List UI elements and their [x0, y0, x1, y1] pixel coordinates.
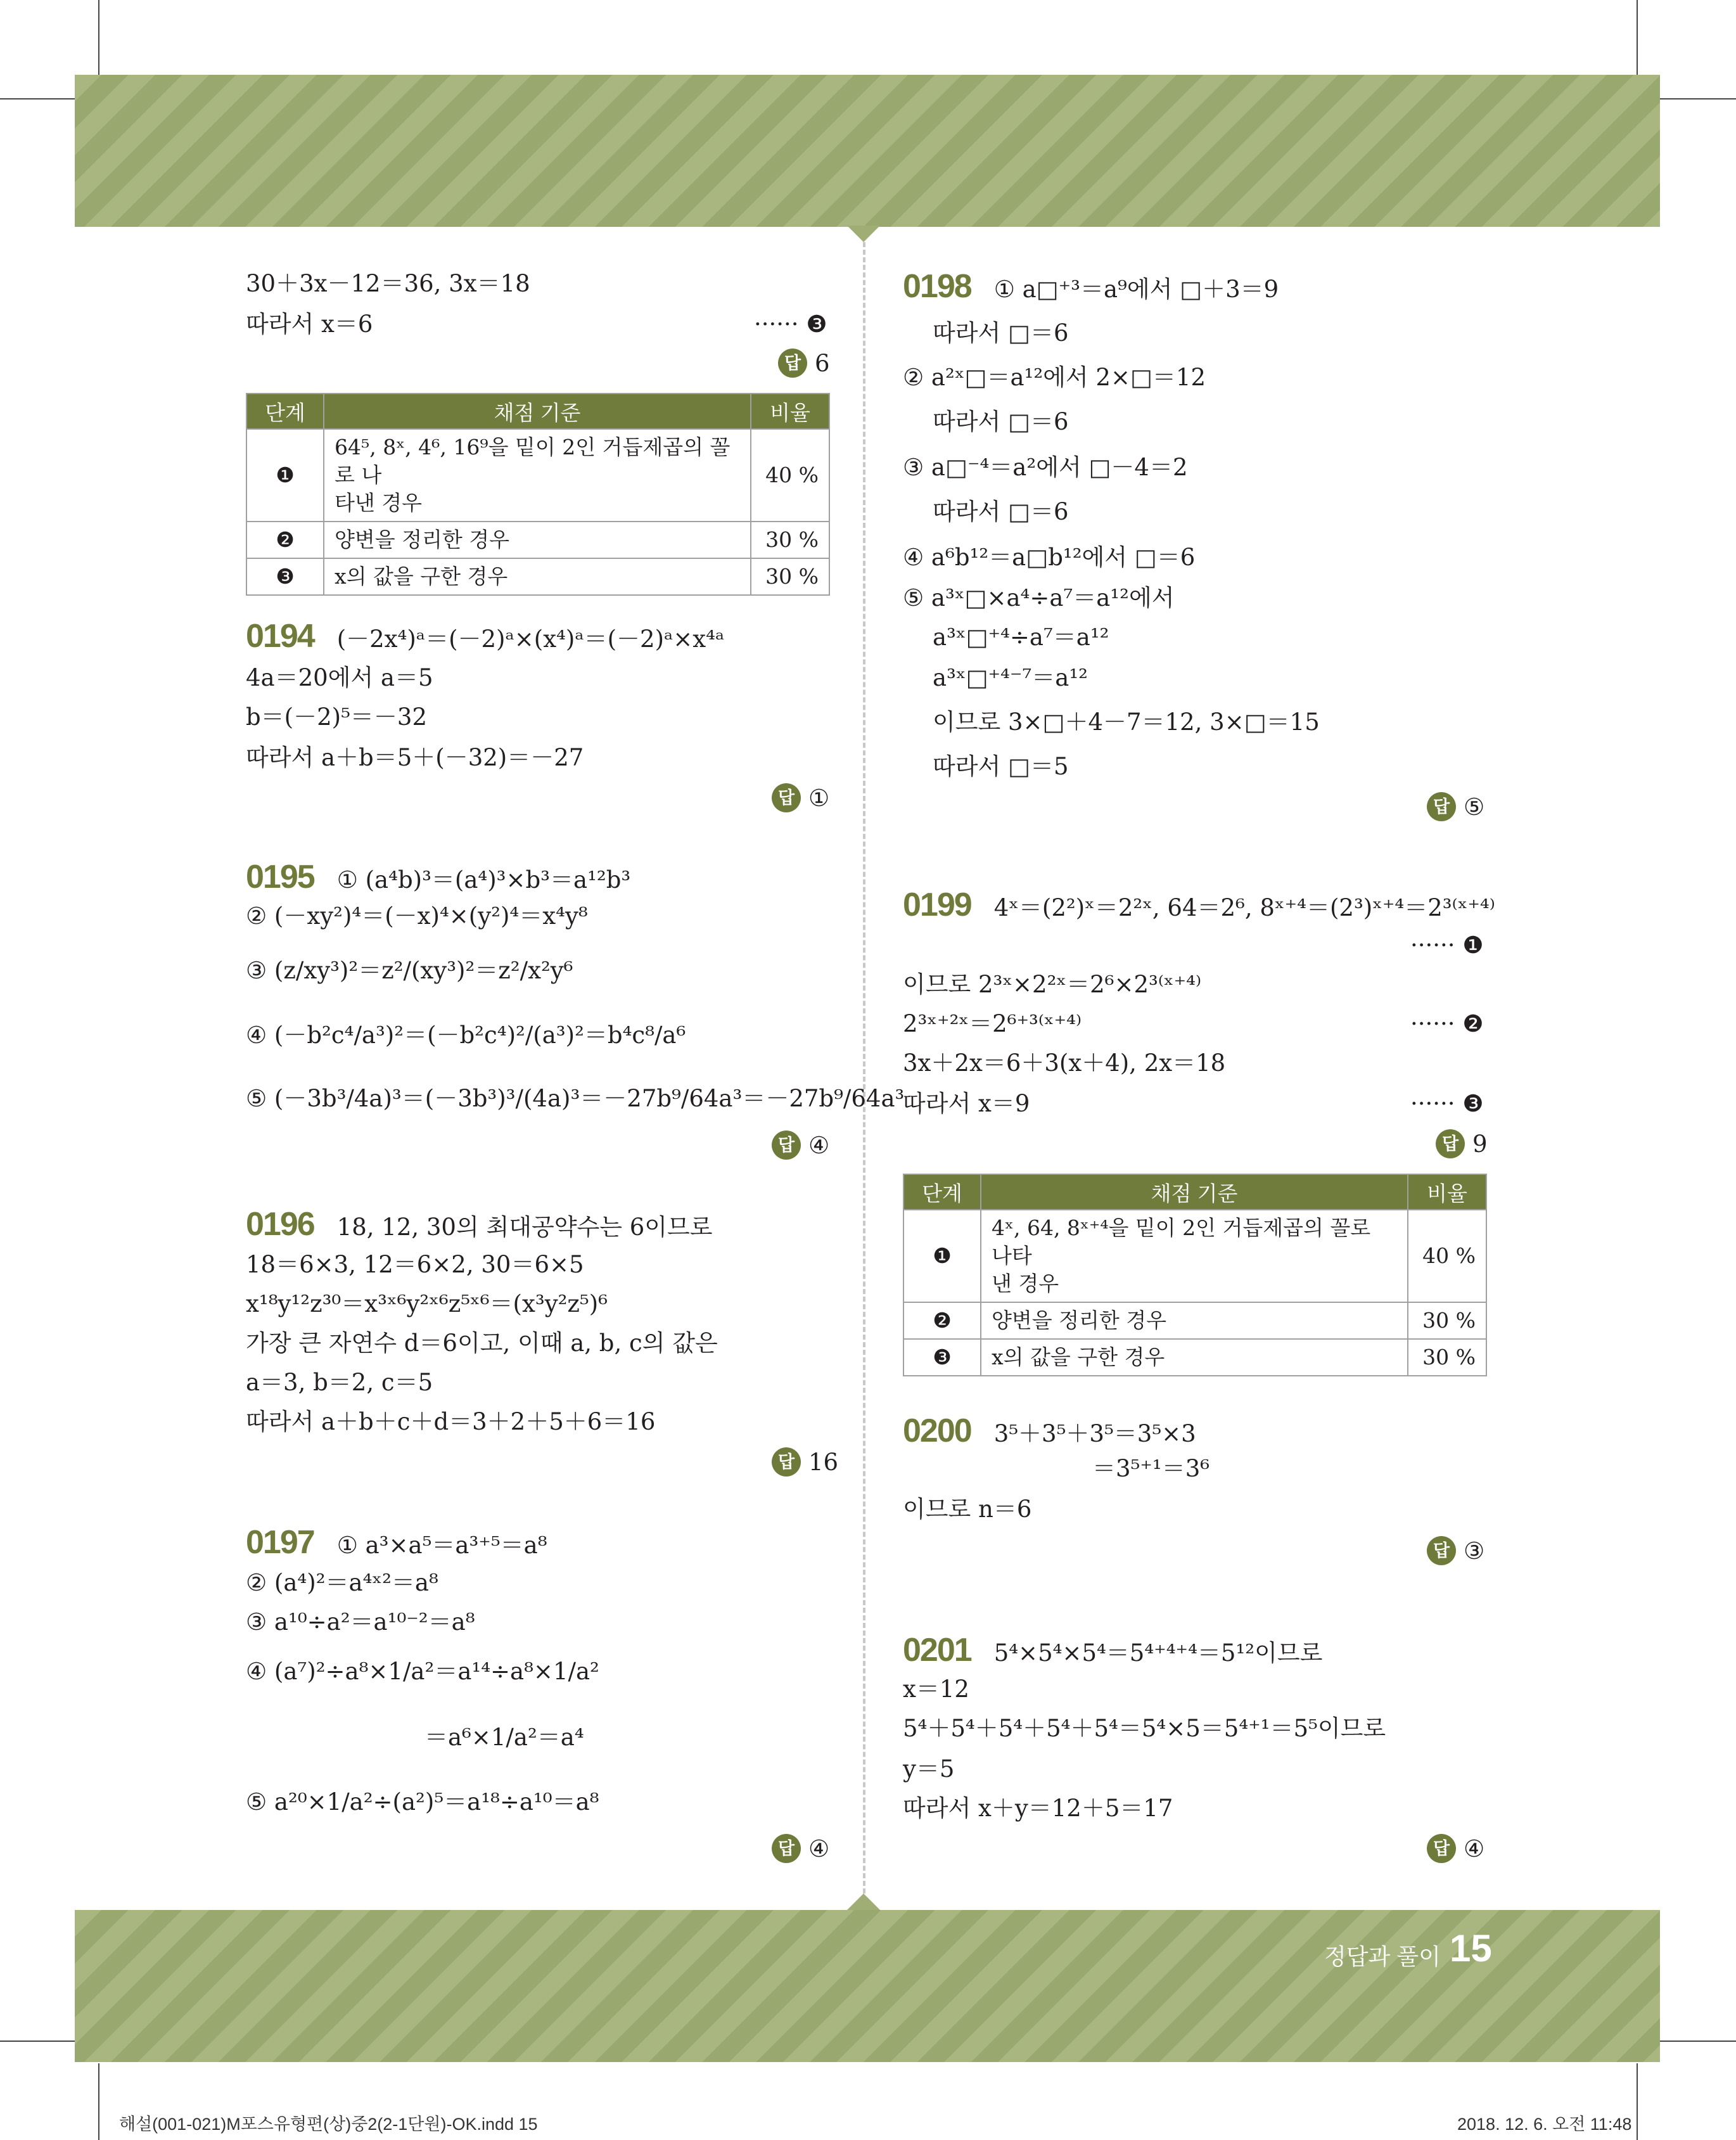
answer-value: 9 [1472, 1130, 1488, 1158]
problem-0200: 0200 3⁵＋3⁵＋3⁵＝3⁵×3 [903, 1413, 1196, 1449]
answer-tag [772, 1131, 829, 1160]
table-header: 단계 [246, 394, 324, 429]
problem-number: 0200 [903, 1413, 971, 1449]
problem-0197: 0197 ① a³×a⁵＝a³⁺⁵＝a⁸ [246, 1524, 547, 1561]
column-divider [863, 242, 865, 1893]
step-marker: ······ ❷ [1410, 1010, 1484, 1037]
criteria-cell: 양변을 정리한 경우 [981, 1302, 1408, 1339]
table-row [246, 429, 829, 522]
solution-line: 5⁴＋5⁴＋5⁴＋5⁴＋5⁴＝5⁴×5＝5⁴⁺¹＝5⁵이므로 [903, 1715, 1386, 1742]
solution-line: 4a＝20에서 a＝5 [246, 664, 433, 691]
solution-line: 따라서 x＝9 [903, 1090, 1030, 1117]
table-header: 채점 기준 [324, 394, 751, 429]
solution-line: 따라서 a＋b＋c＋d＝3＋2＋5＋6＝16 [246, 1408, 656, 1435]
solution-line: 따라서 a＋b＝5＋(－32)＝－27 [246, 744, 584, 771]
answer-badge-icon: 답 [772, 1834, 801, 1863]
crop-mark [98, 0, 99, 75]
solution-line: ④ (a⁷)²÷a⁸×1/a²＝a¹⁴÷a⁸×1/a² [246, 1658, 599, 1685]
answer-badge-icon: 답 [1427, 792, 1456, 821]
solution-line: 따라서 □＝6 [933, 498, 1069, 525]
solution-line: 따라서 □＝6 [933, 408, 1069, 435]
step-marker: ······ ❶ [1410, 932, 1484, 959]
solution-line: a³ˣ□⁺⁴÷a⁷＝a¹² [933, 624, 1109, 651]
solution-line: ＝a⁶×1/a²＝a⁴ [424, 1724, 584, 1751]
print-timestamp: 2018. 12. 6. 오전 11:48 [1457, 2115, 1632, 2134]
footer-title: 정답과 풀이 [1324, 1944, 1441, 1970]
answer-value: ⑤ [1464, 793, 1485, 821]
solution-line: ⑤ a²⁰×1/a²÷(a²)⁵＝a¹⁸÷a¹⁰＝a⁸ [246, 1788, 599, 1816]
file-slug: 해설(001-021)M포스유형편(상)중2(2-1단원)-OK.indd 15 [119, 2115, 538, 2134]
solution-line: 따라서 x＝6 [246, 311, 373, 338]
solution-line: 이므로 3×□＋4－7＝12, 3×□＝15 [933, 708, 1320, 736]
table-header: 채점 기준 [981, 1174, 1408, 1210]
ratio-cell: 30 % [1408, 1302, 1486, 1339]
solution-line: ③ a□⁻⁴＝a²에서 □－4＝2 [903, 454, 1188, 481]
ratio-cell: 30 % [751, 558, 829, 595]
step-cell: ❶ [246, 429, 324, 522]
table-row [903, 1339, 1486, 1376]
crop-mark [98, 2063, 99, 2140]
solution-line: ② (a⁴)²＝a⁴ˣ²＝a⁸ [246, 1569, 438, 1596]
solution-line: x¹⁸y¹²z³⁰＝x³ˣ⁶y²ˣ⁶z⁵ˣ⁶＝(x³y²z⁵)⁶ [246, 1290, 608, 1317]
solution-line: ④ (－b²c⁴/a³)²＝(－b²c⁴)²/(a³)²＝b⁴c⁸/a⁶ [246, 1022, 686, 1049]
solution-line: ③ a¹⁰÷a²＝a¹⁰⁻²＝a⁸ [246, 1608, 475, 1636]
problem-number: 0195 [246, 859, 314, 895]
step-cell: ❸ [903, 1339, 981, 1376]
answer-tag [772, 1447, 838, 1477]
problem-number: 0201 [903, 1632, 971, 1669]
answer-badge-icon: 답 [1427, 1834, 1456, 1863]
crop-mark [0, 2041, 75, 2042]
table-row [903, 1302, 1486, 1339]
answer-value: ① [808, 784, 830, 812]
solution-line: a＝3, b＝2, c＝5 [246, 1369, 433, 1396]
solution-line: 따라서 x＋y＝12＋5＝17 [903, 1795, 1173, 1822]
solution-line: a³ˣ□⁺⁴⁻⁷＝a¹² [933, 664, 1088, 691]
table-header: 비율 [751, 394, 829, 429]
solution-line: ④ a⁶b¹²＝a□b¹²에서 □＝6 [903, 544, 1196, 571]
grading-table [246, 393, 830, 596]
problem-0201: 0201 5⁴×5⁴×5⁴＝5⁴⁺⁴⁺⁴＝5¹²이므로 [903, 1632, 1323, 1669]
answer-tag [1436, 1129, 1488, 1158]
crop-mark [1637, 0, 1638, 75]
top-band-notch [847, 226, 880, 242]
solution-line: 가장 큰 자연수 d＝6이고, 이때 a, b, c의 값은 [246, 1329, 718, 1357]
step-cell: ❸ [246, 558, 324, 595]
answer-value: ③ [1464, 1537, 1485, 1565]
criteria-cell: 양변을 정리한 경우 [324, 522, 751, 558]
answer-badge-icon: 답 [1427, 1536, 1456, 1565]
ratio-cell: 40 % [751, 429, 829, 522]
solution-line: y＝5 [903, 1755, 955, 1783]
answer-tag [772, 783, 829, 812]
answer-badge-icon: 답 [1436, 1129, 1465, 1158]
solution-line: ② (－xy²)⁴＝(－x)⁴×(y²)⁴＝x⁴y⁸ [246, 902, 588, 930]
crop-mark [1660, 2041, 1736, 2042]
solution-line: 이므로 2³ˣ×2²ˣ＝2⁶×2³⁽ˣ⁺⁴⁾ [903, 971, 1202, 998]
crop-mark [0, 98, 75, 99]
grading-table [903, 1174, 1487, 1376]
answer-tag [1427, 792, 1484, 821]
answer-badge-icon: 답 [772, 1131, 801, 1160]
ratio-cell: 30 % [1408, 1339, 1486, 1376]
answer-value: ④ [1464, 1835, 1485, 1862]
crop-mark [1660, 98, 1736, 99]
step-cell: ❶ [903, 1210, 981, 1302]
solution-line: 18＝6×3, 12＝6×2, 30＝6×5 [246, 1251, 584, 1278]
criteria-cell: x의 값을 구한 경우 [324, 558, 751, 595]
criteria-cell: 4ˣ, 64, 8ˣ⁺⁴을 밑이 2인 거듭제곱의 꼴로 나타 낸 경우 [981, 1210, 1408, 1302]
problem-0196: 0196 18, 12, 30의 최대공약수는 6이므로 [246, 1206, 713, 1243]
page-number: 15 [1450, 1927, 1492, 1970]
table-header: 비율 [1408, 1174, 1486, 1210]
answer-badge-icon: 답 [772, 1447, 801, 1477]
solution-line: 따라서 □＝5 [933, 753, 1069, 780]
ratio-cell: 40 % [1408, 1210, 1486, 1302]
bottom-band-notch [847, 1893, 880, 1910]
criteria-cell: x의 값을 구한 경우 [981, 1339, 1408, 1376]
solution-line: ③ (z/xy³)²＝z²/(xy³)²＝z²/x²y⁶ [246, 957, 573, 984]
solution-line: ＝3⁵⁺¹＝3⁶ [1092, 1455, 1210, 1482]
step-cell: ❷ [246, 522, 324, 558]
answer-badge-icon: 답 [778, 349, 807, 378]
answer-value: ④ [808, 1131, 830, 1159]
solution-line: 30＋3x－12＝36, 3x＝18 [246, 270, 530, 297]
answer-tag [1427, 1536, 1484, 1565]
step-marker: ······ ❸ [754, 311, 827, 338]
solution-line: 2³ˣ⁺²ˣ＝2⁶⁺³⁽ˣ⁺⁴⁾ [903, 1010, 1082, 1037]
answer-tag [1427, 1834, 1484, 1863]
table-row [246, 522, 829, 558]
answer-value: 6 [815, 349, 830, 377]
step-marker: ······ ❸ [1410, 1090, 1484, 1117]
answer-tag [778, 349, 830, 378]
problem-0195: 0195 ① (a⁴b)³＝(a⁴)³×b³＝a¹²b³ [246, 859, 631, 895]
table-row [903, 1210, 1486, 1302]
answer-badge-icon: 답 [772, 783, 801, 812]
problem-0198: 0198 ① a□⁺³＝a⁹에서 □＋3＝9 [903, 268, 1279, 305]
answer-tag [772, 1834, 829, 1863]
answer-value: 16 [808, 1448, 839, 1476]
answer-value: ④ [808, 1835, 830, 1862]
step-cell: ❷ [903, 1302, 981, 1339]
solution-line: 이므로 n＝6 [903, 1496, 1032, 1523]
problem-0199: 0199 4ˣ＝(2²)ˣ＝2²ˣ, 64＝2⁶, 8ˣ⁺⁴＝(2³)ˣ⁺⁴＝2³⁽ˣ⁺⁴⁾ [903, 887, 1495, 923]
solution-line: ⑤ (－3b³/4a)³＝(－3b³)³/(4a)³＝－27b⁹/64a³＝－27b⁹/64a³ [246, 1085, 905, 1112]
problem-number: 0196 [246, 1206, 314, 1243]
solution-line: ② a²ˣ□＝a¹²에서 2×□＝12 [903, 364, 1206, 391]
solution-line: b＝(－2)⁵＝－32 [246, 703, 428, 731]
table-row [246, 558, 829, 595]
problem-number: 0194 [246, 618, 314, 655]
problem-number: 0197 [246, 1524, 314, 1561]
ratio-cell: 30 % [751, 522, 829, 558]
problem-number: 0198 [903, 268, 971, 305]
solution-line: ⑤ a³ˣ□×a⁴÷a⁷＝a¹²에서 [903, 584, 1175, 612]
problem-number: 0199 [903, 887, 971, 923]
solution-line: x＝12 [903, 1675, 969, 1703]
table-header: 단계 [903, 1174, 981, 1210]
crop-mark [1637, 2063, 1638, 2140]
solution-line: 따라서 □＝6 [933, 319, 1069, 347]
bottom-footer-band [75, 1910, 1660, 2062]
problem-0194: 0194 (－2x⁴)ᵃ＝(－2)ᵃ×(x⁴)ᵃ＝(－2)ᵃ×x⁴ᵃ [246, 618, 725, 655]
criteria-cell: 64⁵, 8ˣ, 4⁶, 16⁹을 밑이 2인 거듭제곱의 꼴로 나 타낸 경우 [324, 429, 751, 522]
solution-line: 3x＋2x＝6＋3(x＋4), 2x＝18 [903, 1049, 1226, 1077]
top-header-band [75, 75, 1660, 227]
